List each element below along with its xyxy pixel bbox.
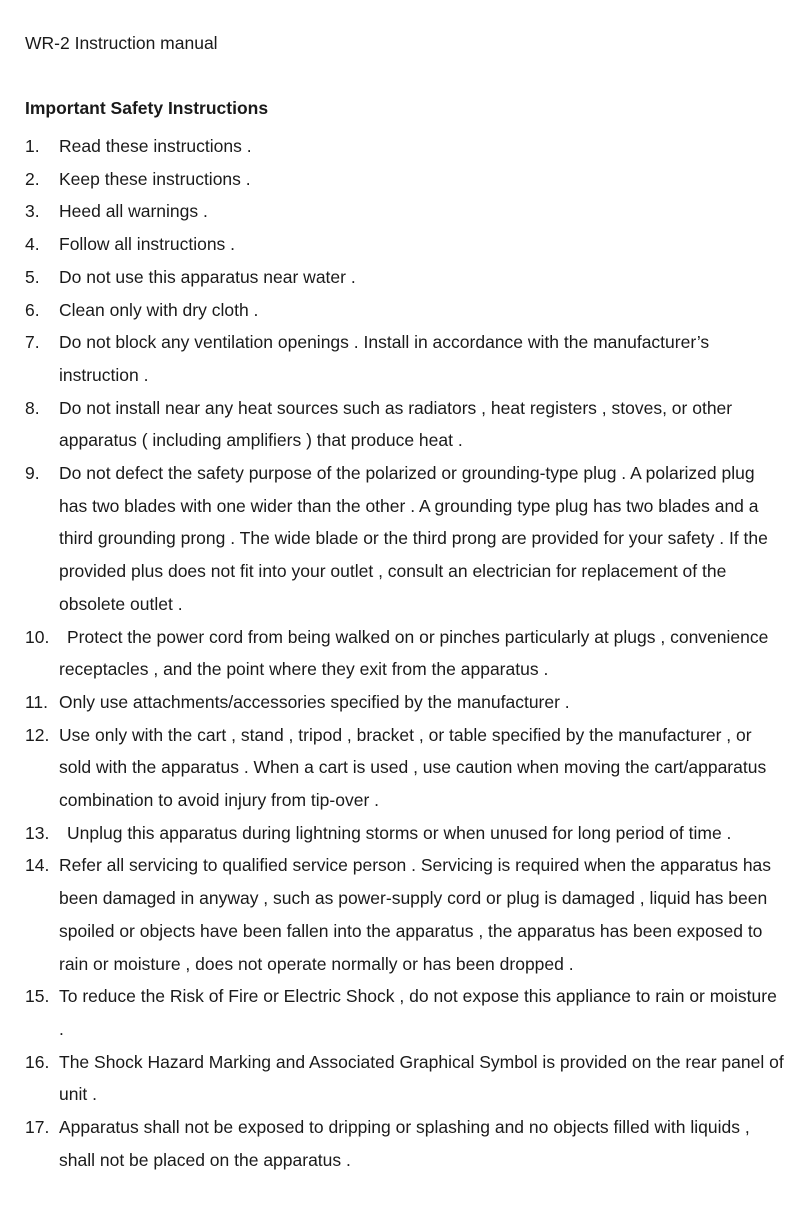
item-number: 8. [25, 397, 40, 418]
item-number: 15. [25, 986, 50, 1007]
item-text: The Shock Hazard Marking and Associated Graphical Symbol is provided on the rear panel of unit . [59, 1051, 784, 1105]
safety-instructions-list [25, 130, 784, 1177]
item-number: 2. [25, 168, 40, 189]
list-item [25, 228, 784, 261]
list-item [25, 392, 784, 457]
item-text: Do not defect the safety purpose of the polarized or grounding-type plug . A polarized plug has two blades with one wider than the other . A grounding type plug has two blades and a third grounding prong . The wide blade or the third prong are provided for your safety . If the provided plus does not fit into your outlet , consult an electrician for replacement of the obsolete outlet . [59, 463, 768, 614]
item-number: 5. [25, 266, 40, 287]
item-text: Read these instructions . [59, 136, 252, 156]
list-item [25, 980, 784, 1045]
item-number: 7. [25, 332, 40, 353]
item-text: Follow all instructions . [59, 234, 236, 255]
list-item [25, 195, 784, 228]
list-item [25, 1111, 784, 1176]
item-number: 17. [25, 1117, 50, 1138]
list-item [25, 326, 784, 391]
list-item [25, 686, 784, 719]
list-item [25, 621, 784, 686]
list-item [25, 261, 784, 294]
item-number: 13. [25, 822, 50, 843]
item-text: To reduce the Risk of Fire or Electric Shock , do not expose this appliance to rain or moisture . [59, 986, 777, 1039]
section-heading: Important Safety Instructions [25, 98, 269, 118]
item-number: 3. [25, 201, 40, 222]
item-number: 14. [25, 855, 50, 876]
item-text: Do not block any ventilation openings . Install in accordance with the manufacturer’s instruction . [59, 332, 710, 385]
item-number: 4. [25, 234, 40, 255]
item-text: Do not use this apparatus near water . [59, 266, 356, 287]
item-number: 10. [25, 626, 50, 647]
list-item [25, 163, 784, 196]
list-item [25, 457, 784, 621]
item-text: Only use attachments/accessories specified by the manufacturer . [59, 691, 570, 712]
list-item [25, 719, 784, 817]
item-number: 6. [25, 299, 40, 320]
item-text: Do not install near any heat sources such as radiators , heat registers , stoves, or other apparatus ( including amplifiers ) that produce heat . [59, 397, 733, 451]
item-text: Refer all servicing to qualified service person . Servicing is required when the apparatus has been damaged in anyway , such as power-supply cord or plug is damaged , liquid has been spoiled or objects have been fallen into the apparatus , the apparatus has been exposed to rain or moisture , does not operate normally or has been dropped . [59, 855, 772, 974]
list-item [25, 849, 784, 980]
item-text: Protect the power cord from being walked on or pinches particularly at plugs , convenience receptacles , and the point where they exit from the apparatus . [59, 626, 769, 680]
list-item [25, 130, 784, 163]
item-number: 1. [25, 136, 40, 156]
item-number: 12. [25, 724, 50, 745]
item-number: 9. [25, 463, 40, 484]
list-item [25, 817, 784, 850]
item-number: 16. [25, 1051, 50, 1072]
item-text: Heed all warnings . [59, 201, 208, 222]
item-text: Keep these instructions . [59, 168, 251, 189]
list-item [25, 294, 784, 327]
item-text: Apparatus shall not be exposed to dripping or splashing and no objects filled with liquids , shall not be placed on the apparatus . [59, 1117, 750, 1170]
list-item [25, 1046, 784, 1111]
document-title: WR-2 Instruction manual [25, 33, 218, 53]
item-text: Use only with the cart , stand , tripod , bracket , or table specified by the manufacturer , or sold with the apparatus . When a cart is used , use caution when moving the cart/apparatus combination to avoid injury from tip-over . [59, 724, 767, 811]
item-text: Clean only with dry cloth . [59, 299, 259, 320]
item-text: Unplug this apparatus during lightning storms or when unused for long period of time . [67, 822, 732, 843]
item-number: 11. [25, 691, 49, 712]
